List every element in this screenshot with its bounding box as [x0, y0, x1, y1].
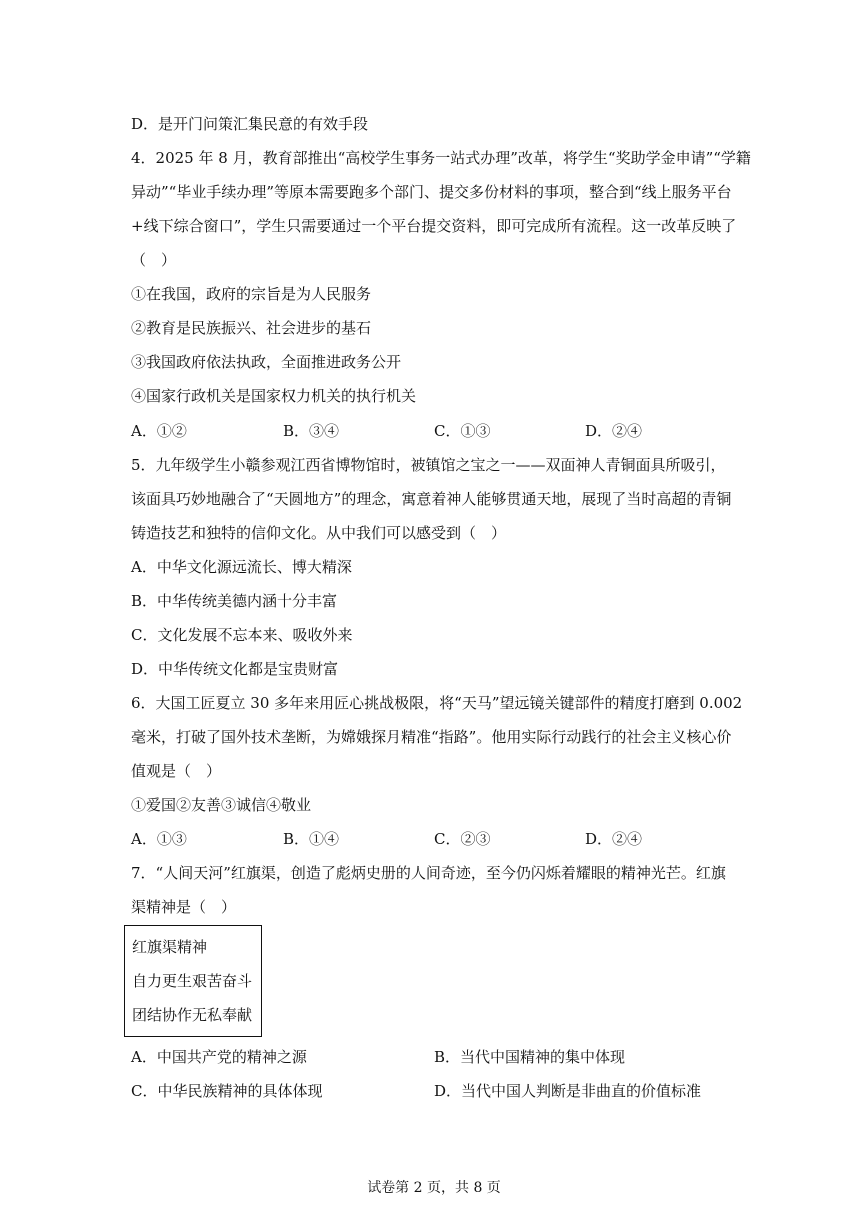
q6-option-b: B．①④ — [283, 830, 340, 848]
q6-stem-line-2: 毫米，打破了国外技术垄断，为嫦娥探月精准“指路”。他用实际行动践行的社会主义核心价 — [131, 728, 732, 746]
q5-option-b: B．中华传统美德内涵十分丰富 — [131, 592, 338, 610]
q4-statement-4: ④国家行政机关是国家权力机关的执行机关 — [131, 387, 417, 405]
q6-stem-line-3: 值观是（ ） — [131, 762, 222, 780]
q4-statement-3: ③我国政府依法执政，全面推进政务公开 — [131, 353, 402, 371]
q4-option-c: C．①③ — [434, 422, 491, 440]
q7-option-d: D．当代中国人判断是非曲直的价值标准 — [434, 1082, 702, 1100]
q6-option-c: C．②③ — [434, 830, 491, 848]
q7-material-box — [124, 925, 262, 1037]
q7-box-line-1: 红旗渠精神 — [132, 938, 208, 956]
q3-option-d: D．是开门问策汇集民意的有效手段 — [131, 115, 369, 133]
q4-option-a: A．①② — [131, 422, 187, 440]
q4-option-d: D．②④ — [585, 422, 643, 440]
q4-stem-line-3: +线下综合窗口”，学生只需要通过一个平台提交资料，即可完成所有流程。这一改革反映了 — [131, 217, 737, 235]
q5-stem-line-1: 5．九年级学生小赣参观江西省博物馆时，被镇馆之宝之一——双面神人青铜面具所吸引， — [131, 456, 726, 474]
q4-option-b: B．③④ — [283, 422, 340, 440]
q4-statement-1: ①在我国，政府的宗旨是为人民服务 — [131, 285, 372, 303]
q6-stem-line-1: 6．大国工匠夏立 30 多年来用匠心挑战极限，将“天马”望远镜关键部件的精度打磨到 0.002 — [131, 694, 743, 712]
q5-stem-line-3: 铸造技艺和独特的信仰文化。从中我们可以感受到（ ） — [131, 524, 507, 542]
q7-option-c: C．中华民族精神的具体体现 — [131, 1082, 323, 1100]
q5-stem-line-2: 该面具巧妙地融合了“天圆地方”的理念，寓意着神人能够贯通天地，展现了当时高超的青铜 — [131, 490, 732, 508]
q7-stem-line-2: 渠精神是（ ） — [131, 898, 237, 916]
q6-option-d: D．②④ — [585, 830, 643, 848]
page-footer: 试卷第 2 页，共 8 页 — [367, 1180, 501, 1196]
q5-option-d: D．中华传统文化都是宝贵财富 — [131, 660, 339, 678]
q7-stem-line-1: 7．“人间天河”红旗渠，创造了彪炳史册的人间奇迹，至今仍闪烁着耀眼的精神光芒。红旗 — [131, 864, 726, 882]
q4-stem-line-1: 4．2025 年 8 月，教育部推出“高校学生事务一站式办理”改革，将学生“奖助学金申请”“学籍 — [131, 149, 751, 167]
q7-box-line-3: 团结协作无私奉献 — [132, 1006, 253, 1024]
q4-stem-line-4: （ ） — [131, 251, 177, 269]
q5-option-c: C．文化发展不忘本来、吸收外来 — [131, 626, 353, 644]
q7-option-a: A．中国共产党的精神之源 — [131, 1048, 307, 1066]
q4-statement-2: ②教育是民族振兴、社会进步的基石 — [131, 319, 372, 337]
q7-option-b: B．当代中国精神的集中体现 — [434, 1048, 626, 1066]
q7-box-line-2: 自力更生艰苦奋斗 — [132, 972, 253, 990]
q6-statements: ①爱国②友善③诚信④敬业 — [131, 796, 312, 814]
q5-option-a: A．中华文化源远流长、博大精深 — [131, 558, 352, 576]
q4-stem-line-2: 异动”“毕业手续办理”等原本需要跑多个部门、提交多份材料的事项，整合到“线上服务平台 — [131, 183, 732, 201]
q6-option-a: A．①③ — [131, 830, 187, 848]
